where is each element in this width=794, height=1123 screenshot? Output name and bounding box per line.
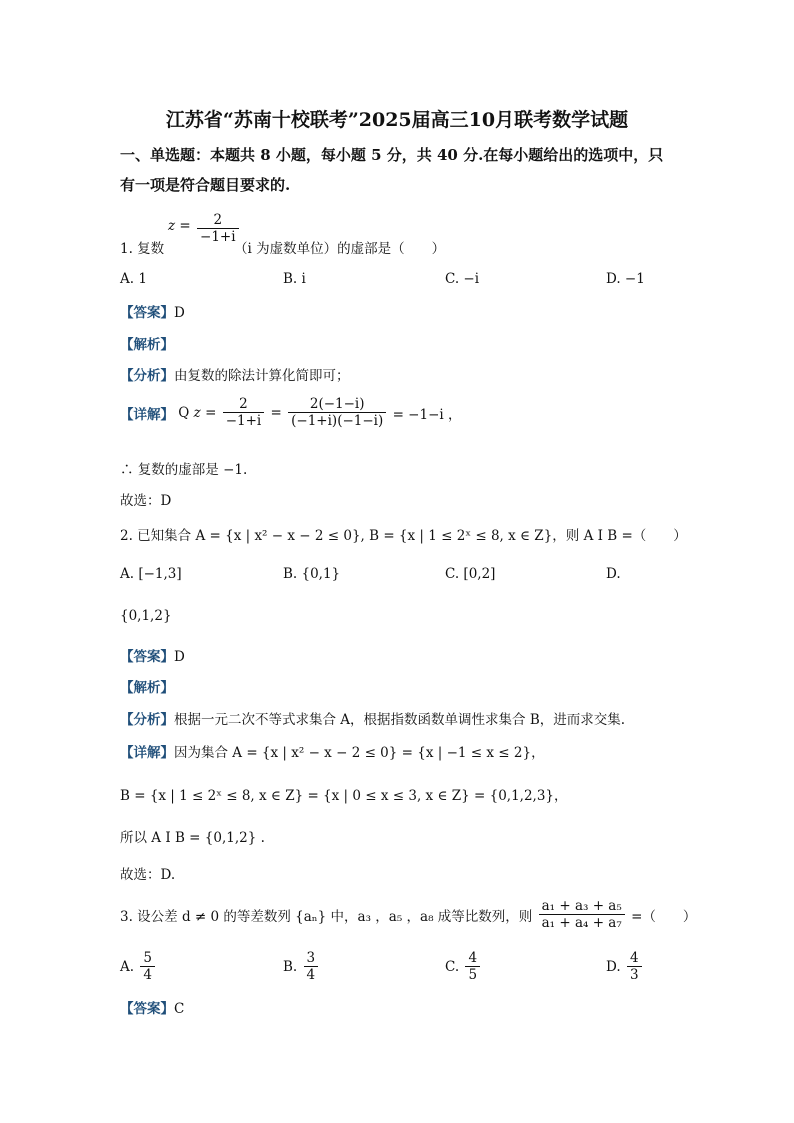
q3-option-a-num: 5 xyxy=(143,950,152,966)
q1-option-c: C. −i xyxy=(445,271,480,287)
answer-label: 【答案】 xyxy=(120,305,174,321)
q2-option-d: D. xyxy=(606,566,621,582)
detail-label: 【详解】 xyxy=(120,745,174,761)
answer-label: 【答案】 xyxy=(120,649,174,665)
q3-option-c-letter: C. xyxy=(445,959,460,975)
q3-stem-prefix: 3. 设公差 d ≠ 0 的等差数列 {aₙ} 中，a₃ ，a₅ ，a₈ 成等比数列，则 xyxy=(120,909,533,925)
q1-option-a: A. 1 xyxy=(120,271,147,287)
q3-option-a-frac xyxy=(140,950,155,984)
q3-option-b-num: 3 xyxy=(306,950,316,966)
q3-option-b-letter: B. xyxy=(283,959,298,975)
q3-option-d-den: 3 xyxy=(627,966,642,984)
q2-answer xyxy=(120,645,185,665)
q3-fraction xyxy=(539,898,625,932)
q1-detail-frac2 xyxy=(288,396,386,430)
q1-option-b: B. i xyxy=(283,271,306,287)
q2-analysis xyxy=(120,676,174,696)
q1-detail-eq: = xyxy=(270,405,282,421)
q1-answer-value: D xyxy=(174,305,185,321)
q3-answer xyxy=(120,997,184,1017)
q2-option-b: B. {0,1} xyxy=(283,566,341,582)
q3-option-c-den: 5 xyxy=(465,966,480,984)
q2-option-c: C. [0,2] xyxy=(445,566,496,582)
q1-option-d: D. −1 xyxy=(606,271,645,287)
q3-option-a-den: 4 xyxy=(140,966,155,984)
q1-fraction xyxy=(197,212,239,246)
q3-frac-num: a₁ + a₃ + a₅ xyxy=(541,898,622,914)
q2-fenxi xyxy=(120,708,625,728)
q3-option-b-frac xyxy=(304,950,319,984)
q3-option-c-num: 4 xyxy=(468,950,478,966)
q3-option-d-letter: D. xyxy=(606,959,621,975)
q1-fenxi xyxy=(120,364,350,384)
q3-answer-value: C xyxy=(174,1001,185,1017)
q3-option-a-letter: A. xyxy=(120,959,135,975)
q1-suffix: （i 为虚数单位）的虚部是（ ） xyxy=(234,241,446,257)
q1-detail-frac1-den: −1+i xyxy=(223,412,265,430)
q3-frac-den: a₁ + a₄ + a₇ xyxy=(539,914,625,932)
q3-option-d xyxy=(606,950,644,984)
q1-detail-z: z = xyxy=(193,405,217,421)
q2-option-d-value: {0,1,2} xyxy=(120,608,172,624)
section-heading-line1: 一、单选题：本题共 8 小题，每小题 5 分，共 40 分.在每小题给出的选项中，只 xyxy=(120,146,664,164)
q1-detail-frac2-den: (−1+i)(−1−i) xyxy=(288,412,386,430)
q2-detail-line1: 因为集合 A = {x | x² − x − 2 ≤ 0} = {x | −1 ≤ x ≤ 2}， xyxy=(174,745,545,761)
q3-option-b-den: 4 xyxy=(304,966,319,984)
q3-stem-suffix: =（ ） xyxy=(631,909,697,925)
q2-answer-value: D xyxy=(174,649,185,665)
q2-choice: 故选：D. xyxy=(120,867,176,883)
analysis-label: 【解析】 xyxy=(120,337,174,353)
q1-frac-den: −1+i xyxy=(197,228,239,246)
fenxi-label: 【分析】 xyxy=(120,368,174,384)
q1-formula xyxy=(168,212,241,246)
q1-detail-frac1-num: 2 xyxy=(239,396,248,412)
q1-detail-frac1 xyxy=(223,396,265,430)
q1-detail xyxy=(120,396,462,430)
q1-conclusion: ∴ 复数的虚部是 −1. xyxy=(120,462,248,478)
q1-frac-num: 2 xyxy=(213,212,223,228)
page-title: 江苏省“苏南十校联考”2025届高三10月联考数学试题 xyxy=(165,109,629,131)
q1-choice: 故选：D xyxy=(120,493,172,509)
q3-option-c-frac xyxy=(465,950,480,984)
q2-fenxi-text: 根据一元二次不等式求集合 A，根据指数函数单调性求集合 B，进而求交集. xyxy=(174,712,626,728)
q3-option-d-num: 4 xyxy=(629,950,639,966)
q1-prefix: 1. 复数 xyxy=(120,241,165,257)
analysis-label: 【解析】 xyxy=(120,680,174,696)
q2-detail-line2: B = {x | 1 ≤ 2ˣ ≤ 8, x ∈ Z} = {x | 0 ≤ x ≤ 3, x ∈ Z} = {0,1,2,3}， xyxy=(120,788,568,804)
fenxi-label: 【分析】 xyxy=(120,712,174,728)
q1-answer xyxy=(120,301,185,321)
q3-option-a xyxy=(120,950,157,984)
q1-formula-lhs: z = xyxy=(168,218,191,234)
q2-detail xyxy=(120,741,545,761)
q3-option-d-frac xyxy=(627,950,642,984)
q1-detail-frac2-num: 2(−1−i) xyxy=(309,396,365,412)
q3-stem xyxy=(120,898,696,932)
q1-detail-q: Q xyxy=(178,405,190,421)
q3-option-c xyxy=(445,950,482,984)
q2-stem: 2. 已知集合 A = {x | x² − x − 2 ≤ 0}, B = {x | 1 ≤ 2ˣ ≤ 8, x ∈ Z}，则 A I B =（ ） xyxy=(120,528,687,544)
section-heading-line2: 有一项是符合题目要求的. xyxy=(120,176,291,194)
detail-label: 【详解】 xyxy=(120,407,174,423)
q3-option-b xyxy=(283,950,320,984)
answer-label: 【答案】 xyxy=(120,1001,174,1017)
q1-analysis xyxy=(120,333,174,353)
q1-fenxi-text: 由复数的除法计算化简即可； xyxy=(174,368,350,384)
q1-detail-result: = −1−i ， xyxy=(392,407,462,423)
q2-option-a: A. [−1,3] xyxy=(120,566,182,582)
q2-detail-line3: 所以 A I B = {0,1,2} . xyxy=(120,830,265,846)
